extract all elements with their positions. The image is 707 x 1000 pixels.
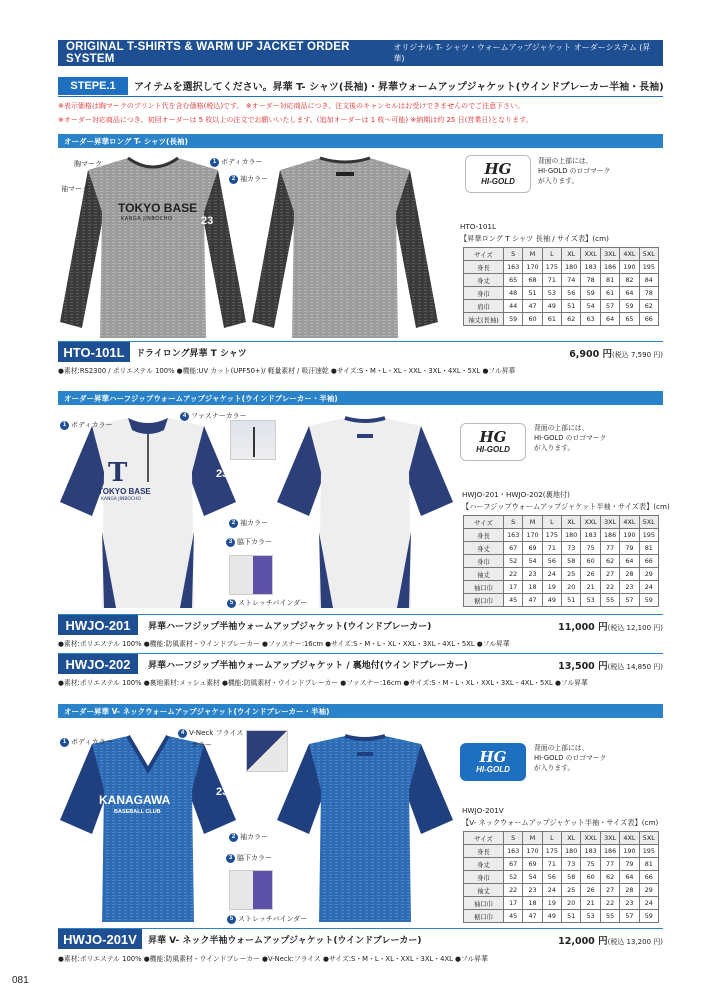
size-table-title-3: 【V- ネックウォームアップジャケット半袖・サイズ表】(cm) xyxy=(462,818,659,827)
long-tee-back-image xyxy=(250,152,440,342)
table-cell: 73 xyxy=(562,542,581,555)
table-cell: 78 xyxy=(639,287,658,300)
table-cell: 175 xyxy=(542,529,561,542)
half-zip-front-image xyxy=(58,412,238,612)
table-cell: 163 xyxy=(504,529,523,542)
table-cell: 180 xyxy=(562,261,581,274)
table-cell: 62 xyxy=(562,313,581,326)
table-row xyxy=(464,910,659,923)
section-bar-v-neck: オーダー昇華 V- ネックウォームアップジャケット(ウインドブレーカー・半袖) xyxy=(58,704,663,718)
half-zip-sub-text: KANGA JINBOCHO xyxy=(101,497,141,502)
callout-sleeve-color-2: 2 袖カラー xyxy=(229,518,268,528)
table-cell: 51 xyxy=(562,910,581,923)
table-cell: 81 xyxy=(600,274,619,287)
half-zip-back-image xyxy=(275,412,455,612)
table-cell: 20 xyxy=(562,581,581,594)
product-name: ドライロング昇華 T シャツ xyxy=(136,349,247,359)
logo-note: 背面の上部には、 HI-GOLD のロゴマーク が入ります。 xyxy=(538,157,611,185)
half-zip-sleeve-number: 23 xyxy=(216,468,229,480)
table-cell: 73 xyxy=(562,858,581,871)
table-cell: 49 xyxy=(542,300,561,313)
table-cell: 27 xyxy=(600,568,619,581)
table-cell: 26 xyxy=(581,568,601,581)
table-row-label: 身丈 xyxy=(464,542,504,555)
section-divider-2 xyxy=(58,614,663,615)
size-table-code-3: HWJO-201V xyxy=(462,806,504,815)
product-code-box-2: HWJO-201 xyxy=(58,615,138,635)
table-cell: 57 xyxy=(620,594,639,607)
table-row xyxy=(464,529,659,542)
table-cell: 24 xyxy=(639,581,658,594)
table-row-label: 袖口巾 xyxy=(464,581,504,594)
table-cell: 45 xyxy=(504,594,523,607)
callout-underarm-color-2: 3 脇下カラー xyxy=(226,853,272,863)
table-cell: 49 xyxy=(542,594,561,607)
table-cell: 75 xyxy=(581,858,601,871)
table-cell: 28 xyxy=(620,884,639,897)
hi-gold-logo-text-2: HI-GOLD xyxy=(476,445,510,454)
table-cell: 195 xyxy=(639,529,658,542)
table-cell: 66 xyxy=(639,555,658,568)
size-table-code-2: HWJO-201・HWJO-202(裏地付) xyxy=(462,490,570,499)
table-cell: 47 xyxy=(523,594,542,607)
table-cell: 64 xyxy=(620,871,639,884)
table-header-cell: M xyxy=(523,516,542,529)
table-cell: 25 xyxy=(562,884,581,897)
table-cell: 64 xyxy=(620,555,639,568)
product-name-3: 昇華ハーフジップ半袖ウォームアップジャケット / 裏地付(ウインドブレーカー) xyxy=(148,661,468,671)
table-row-label: 身丈 xyxy=(464,858,504,871)
section-bar-long-tee: オーダー昇華ロング T- シャツ(長袖) xyxy=(58,134,663,148)
table-cell: 22 xyxy=(600,581,619,594)
table-cell: 60 xyxy=(581,871,601,884)
table-cell: 62 xyxy=(600,871,619,884)
table-cell: 71 xyxy=(542,274,561,287)
table-row xyxy=(464,542,659,555)
product-name-4: 昇華 V- ネック半袖ウォームアップジャケット(ウインドブレーカー) xyxy=(148,936,422,946)
logo-note-3: 背面の上部には、 HI-GOLD のロゴマーク が入ります。 xyxy=(534,744,607,772)
table-row-label: 袖口巾 xyxy=(464,897,504,910)
product-price: 6,900 円(税込 7,590 円) xyxy=(569,349,663,360)
product-spec: ●素材:RS2300 / ポリエステル 100% ●機能:UV カット(UPF50+)/ 軽量素材 / 吸汗速乾 ●サイズ:S・M・L・XL・XXL・3XL・4XL・5XL ●フル昇華 xyxy=(58,367,516,375)
product-code-box: HTO-101L xyxy=(58,342,130,362)
product-price-2: 11,000 円(税込 12,100 円) xyxy=(558,622,663,633)
header-title-en: ORIGINAL T-SHIRTS & WARM UP JACKET ORDER SYSTEM xyxy=(66,41,350,65)
long-tee-front-image xyxy=(58,152,248,342)
table-cell: 18 xyxy=(523,581,542,594)
table-cell: 61 xyxy=(542,313,561,326)
table-cell: 183 xyxy=(581,845,601,858)
underarm-swatch xyxy=(229,555,273,595)
table-cell: 56 xyxy=(562,287,581,300)
hi-gold-logo-card-3 xyxy=(460,743,526,781)
table-header-cell: M xyxy=(523,248,542,261)
table-cell: 163 xyxy=(504,845,523,858)
table-cell: 48 xyxy=(504,287,523,300)
product-name-2: 昇華ハーフジップ半袖ウォームアップジャケット(ウインドブレーカー) xyxy=(148,622,432,632)
table-row-label: 身長 xyxy=(464,261,504,274)
table-cell: 195 xyxy=(639,845,658,858)
table-cell: 29 xyxy=(639,568,658,581)
table-cell: 49 xyxy=(542,910,561,923)
product-code-box-3: HWJO-202 xyxy=(58,654,138,674)
table-cell: 60 xyxy=(523,313,542,326)
product-spec-4: ●素材:ポリエステル 100% ●機能:防風素材・ウインドブレーカー ●V-Neck:フライス ●サイズ:S・M・L・XL・XXL・3XL・4XL ●フル昇華 xyxy=(58,955,488,963)
table-header-row xyxy=(464,832,659,845)
v-neck-back-image xyxy=(275,730,455,926)
table-cell: 58 xyxy=(562,871,581,884)
v-neck-sub-text: BASEBALL CLUB xyxy=(114,809,161,815)
table-header-cell: 3XL xyxy=(600,516,619,529)
table-row xyxy=(464,845,659,858)
table-cell: 54 xyxy=(581,300,601,313)
table-cell: 64 xyxy=(620,287,639,300)
table-cell: 21 xyxy=(581,897,601,910)
table-header-cell: M xyxy=(523,832,542,845)
v-neck-front-image xyxy=(58,730,238,926)
table-header-cell: XXL xyxy=(581,832,601,845)
table-cell: 61 xyxy=(600,287,619,300)
table-cell: 69 xyxy=(523,542,542,555)
table-header-cell: 4XL xyxy=(620,248,639,261)
callout-stretch-binder: 5 ストレッチバインダー xyxy=(227,598,307,608)
long-tee-sleeve-mark: TOKYO BASE xyxy=(57,205,66,258)
table-cell: 23 xyxy=(620,581,639,594)
size-table-long-tee xyxy=(463,247,659,326)
table-cell: 55 xyxy=(600,594,619,607)
table-cell: 19 xyxy=(542,581,561,594)
table-row-label: 身長 xyxy=(464,529,504,542)
long-tee-team-text: TOKYO BASE xyxy=(118,201,198,215)
table-cell: 59 xyxy=(504,313,523,326)
table-header-row xyxy=(464,248,659,261)
table-row xyxy=(464,884,659,897)
table-cell: 45 xyxy=(504,910,523,923)
table-cell: 47 xyxy=(523,300,542,313)
table-row xyxy=(464,555,659,568)
table-row-label: 身長 xyxy=(464,845,504,858)
table-cell: 44 xyxy=(504,300,523,313)
product-spec-3: ●素材:ポリエステル 100% ●裏地素材:メッシュ素材 ●機能:防風素材・ウインドブレーカー ●ファスナー:16cm ●サイズ:S・M・L・XL・XXL・3XL・4XL・5XL ●フル昇華 xyxy=(58,679,588,687)
table-cell: 170 xyxy=(523,845,542,858)
product-spec-2: ●素材:ポリエステル 100% ●機能:防風素材・ウインドブレーカー ●ファスナー:16cm ●サイズ:S・M・L・XL・XXL・3XL・4XL・5XL ●フル昇華 xyxy=(58,640,510,648)
table-cell: 67 xyxy=(504,858,523,871)
table-cell: 55 xyxy=(600,910,619,923)
product-price-3: 13,500 円(税込 14,850 円) xyxy=(558,661,663,672)
table-cell: 75 xyxy=(581,542,601,555)
table-header-cell: 5XL xyxy=(639,248,658,261)
table-header-cell: 3XL xyxy=(600,832,619,845)
callout-body-color-2: 1 ボディカラー xyxy=(60,420,112,430)
underarm-swatch-2 xyxy=(229,870,273,910)
table-cell: 29 xyxy=(639,884,658,897)
table-cell: 26 xyxy=(581,884,601,897)
table-cell: 69 xyxy=(523,858,542,871)
table-cell: 24 xyxy=(542,884,561,897)
long-tee-sub-text: KANGA JINBOCHO xyxy=(121,216,173,222)
table-row xyxy=(464,594,659,607)
size-table-code: HTO-101L xyxy=(460,222,496,231)
table-cell: 71 xyxy=(542,858,561,871)
table-cell: 59 xyxy=(639,910,658,923)
header-bar xyxy=(58,40,663,66)
table-cell: 22 xyxy=(504,884,523,897)
table-cell: 52 xyxy=(504,871,523,884)
section-divider-3 xyxy=(58,653,663,654)
table-cell: 62 xyxy=(600,555,619,568)
table-cell: 17 xyxy=(504,581,523,594)
table-cell: 21 xyxy=(581,581,601,594)
table-cell: 24 xyxy=(542,568,561,581)
table-cell: 190 xyxy=(620,261,639,274)
table-header-cell: XXL xyxy=(581,516,601,529)
hi-gold-logo-icon-3: HG xyxy=(479,748,507,766)
table-cell: 24 xyxy=(639,897,658,910)
header-title-jp: オリジナル T- シャツ・ウォームアップジャケット オーダーシステム (昇華) xyxy=(393,43,651,63)
table-cell: 47 xyxy=(523,910,542,923)
table-cell: 190 xyxy=(620,845,639,858)
v-neck-sleeve-number: 23 xyxy=(216,786,229,798)
product-code-box-4: HWJO-201V xyxy=(58,929,142,949)
table-cell: 54 xyxy=(523,871,542,884)
table-cell: 51 xyxy=(523,287,542,300)
hi-gold-logo-card xyxy=(465,155,531,193)
table-cell: 56 xyxy=(542,871,561,884)
table-cell: 57 xyxy=(600,300,619,313)
table-cell: 53 xyxy=(581,594,601,607)
table-header-cell: 4XL xyxy=(620,516,639,529)
callout-stretch-binder-2: 5 ストレッチバインダー xyxy=(227,914,307,924)
step-label: STEPE.1 xyxy=(58,77,128,95)
table-cell: 64 xyxy=(600,313,619,326)
table-cell: 56 xyxy=(542,555,561,568)
table-cell: 25 xyxy=(562,568,581,581)
table-header-cell: L xyxy=(542,832,561,845)
table-header-cell: XL xyxy=(562,248,581,261)
table-cell: 175 xyxy=(542,261,561,274)
half-zip-letter-mark: T xyxy=(108,458,128,488)
table-cell: 53 xyxy=(542,287,561,300)
table-cell: 65 xyxy=(504,274,523,287)
table-row xyxy=(464,581,659,594)
table-row-label: 袖丈 xyxy=(464,884,504,897)
table-cell: 170 xyxy=(523,529,542,542)
product-price-4: 12,000 円(税込 13,200 円) xyxy=(558,936,663,947)
table-row xyxy=(464,300,659,313)
callout-v-neck-rib-color: カラー xyxy=(191,741,212,749)
table-cell: 65 xyxy=(620,313,639,326)
section-divider xyxy=(58,341,663,342)
table-cell: 60 xyxy=(581,555,601,568)
table-cell: 77 xyxy=(600,858,619,871)
logo-note-2: 背面の上部には、 HI-GOLD のロゴマーク が入ります。 xyxy=(534,424,607,452)
table-cell: 23 xyxy=(523,884,542,897)
section-divider-4 xyxy=(58,928,663,929)
callout-sleeve-mark: 袖マーク xyxy=(61,185,89,193)
hi-gold-logo-card-2 xyxy=(460,423,526,461)
step-divider xyxy=(58,96,663,97)
table-row xyxy=(464,274,659,287)
table-cell: 22 xyxy=(504,568,523,581)
table-header-cell: サイズ xyxy=(464,516,504,529)
table-row-label: 身巾 xyxy=(464,871,504,884)
table-cell: 180 xyxy=(562,845,581,858)
table-cell: 163 xyxy=(504,261,523,274)
table-cell: 17 xyxy=(504,897,523,910)
table-cell: 59 xyxy=(620,300,639,313)
table-row-label: 裾口巾 xyxy=(464,594,504,607)
table-cell: 63 xyxy=(581,313,601,326)
note-line-1: ※表示価格は胸マークのプリント代を含む価格(税込)です。 ※オーダー対応商品につき、注文後のキャンセルはお受けできませんのでご注意下さい。 xyxy=(58,102,525,110)
callout-underarm-color: 3 脇下カラー xyxy=(226,537,272,547)
table-row xyxy=(464,313,659,326)
note-line-2: ※オーダー対応商品につき、初回オーダーは 5 枚以上の注文でお願いいたします。(追加オーダーは 1 枚〜可能) ※納期は約 25 日(営業日)となります。 xyxy=(58,116,533,124)
table-cell: 190 xyxy=(620,529,639,542)
table-header-cell: XXL xyxy=(581,248,601,261)
table-row-label: 身巾 xyxy=(464,555,504,568)
table-header-cell: S xyxy=(504,832,523,845)
table-header-cell: 3XL xyxy=(600,248,619,261)
callout-body-color-3: 1 ボディカラー xyxy=(60,737,112,747)
table-cell: 20 xyxy=(562,897,581,910)
table-cell: 186 xyxy=(600,529,619,542)
table-cell: 59 xyxy=(639,594,658,607)
table-cell: 66 xyxy=(639,871,658,884)
hi-gold-logo-text: HI-GOLD xyxy=(481,177,515,186)
table-row xyxy=(464,287,659,300)
size-table-title-2: 【ハーフジップウォームアップジャケット半袖・サイズ表】(cm) xyxy=(462,502,670,511)
step-text: アイテムを選択してください。昇華 T- シャツ(長袖)・昇華ウォームアップジャケット(ウインドブレーカー半袖・長袖) xyxy=(134,82,664,93)
table-cell: 62 xyxy=(639,300,658,313)
table-row xyxy=(464,568,659,581)
callout-body-color: 1 ボディカラー xyxy=(210,157,262,167)
table-header-cell: XL xyxy=(562,516,581,529)
table-row-label: 身巾 xyxy=(464,287,504,300)
table-cell: 77 xyxy=(600,542,619,555)
hi-gold-logo-icon: HG xyxy=(484,160,512,178)
table-cell: 78 xyxy=(581,274,601,287)
size-table-half-zip xyxy=(463,515,659,607)
table-header-cell: L xyxy=(542,516,561,529)
table-cell: 186 xyxy=(600,261,619,274)
table-cell: 183 xyxy=(581,261,601,274)
table-cell: 59 xyxy=(581,287,601,300)
table-cell: 58 xyxy=(562,555,581,568)
half-zip-team-text: TOKYO BASE xyxy=(98,487,151,496)
callout-sleeve-color: 2 袖カラー xyxy=(229,174,268,184)
table-cell: 79 xyxy=(620,542,639,555)
table-cell: 52 xyxy=(504,555,523,568)
table-header-cell: S xyxy=(504,248,523,261)
table-cell: 79 xyxy=(620,858,639,871)
table-row-label: 裾口巾 xyxy=(464,910,504,923)
table-cell: 53 xyxy=(581,910,601,923)
table-row xyxy=(464,261,659,274)
table-cell: 195 xyxy=(639,261,658,274)
table-cell: 67 xyxy=(504,542,523,555)
table-cell: 82 xyxy=(620,274,639,287)
size-table-title: 【昇華ロング T シャツ 長袖 / サイズ表】(cm) xyxy=(460,234,609,243)
table-cell: 23 xyxy=(523,568,542,581)
table-cell: 66 xyxy=(639,313,658,326)
callout-v-neck-rib: 4 V-Neck フライス xyxy=(178,728,243,738)
table-row-label: 袖丈 xyxy=(464,568,504,581)
callout-zipper-color: 4 ファスナーカラー xyxy=(180,411,247,421)
page-number: 081 xyxy=(12,975,29,986)
v-neck-team-text: KANAGAWA xyxy=(99,793,171,807)
table-cell: 28 xyxy=(620,568,639,581)
callout-sleeve-color-3: 2 袖カラー xyxy=(229,832,268,842)
table-cell: 18 xyxy=(523,897,542,910)
table-cell: 175 xyxy=(542,845,561,858)
table-header-cell: サイズ xyxy=(464,248,504,261)
table-cell: 71 xyxy=(542,542,561,555)
table-header-cell: 5XL xyxy=(639,516,658,529)
table-cell: 84 xyxy=(639,274,658,287)
table-row-label: 肩巾 xyxy=(464,300,504,313)
table-cell: 74 xyxy=(562,274,581,287)
table-cell: 27 xyxy=(600,884,619,897)
table-header-row xyxy=(464,516,659,529)
table-cell: 170 xyxy=(523,261,542,274)
table-row xyxy=(464,871,659,884)
callout-chest-mark: 胸マーク xyxy=(74,160,102,168)
table-cell: 19 xyxy=(542,897,561,910)
table-row xyxy=(464,897,659,910)
table-row xyxy=(464,858,659,871)
table-cell: 68 xyxy=(523,274,542,287)
section-bar-half-zip: オーダー昇華ハーフジップウォームアップジャケット(ウインドブレーカー・半袖) xyxy=(58,391,663,405)
zipper-detail-image xyxy=(230,420,276,460)
table-cell: 81 xyxy=(639,542,658,555)
table-cell: 22 xyxy=(600,897,619,910)
table-header-cell: S xyxy=(504,516,523,529)
table-header-cell: L xyxy=(542,248,561,261)
table-cell: 81 xyxy=(639,858,658,871)
table-header-cell: XL xyxy=(562,832,581,845)
table-cell: 51 xyxy=(562,594,581,607)
table-header-cell: 4XL xyxy=(620,832,639,845)
table-cell: 57 xyxy=(620,910,639,923)
table-header-cell: サイズ xyxy=(464,832,504,845)
hi-gold-logo-text-3: HI-GOLD xyxy=(476,765,510,774)
hi-gold-logo-icon-2: HG xyxy=(479,428,507,446)
size-table-v-neck xyxy=(463,831,659,923)
table-row-label: 身丈 xyxy=(464,274,504,287)
table-header-cell: 5XL xyxy=(639,832,658,845)
table-cell: 186 xyxy=(600,845,619,858)
table-cell: 183 xyxy=(581,529,601,542)
table-cell: 180 xyxy=(562,529,581,542)
table-cell: 54 xyxy=(523,555,542,568)
table-cell: 51 xyxy=(562,300,581,313)
table-row-label: 袖丈(長袖) xyxy=(464,313,504,326)
table-cell: 23 xyxy=(620,897,639,910)
long-tee-sleeve-number: 23 xyxy=(201,215,214,227)
